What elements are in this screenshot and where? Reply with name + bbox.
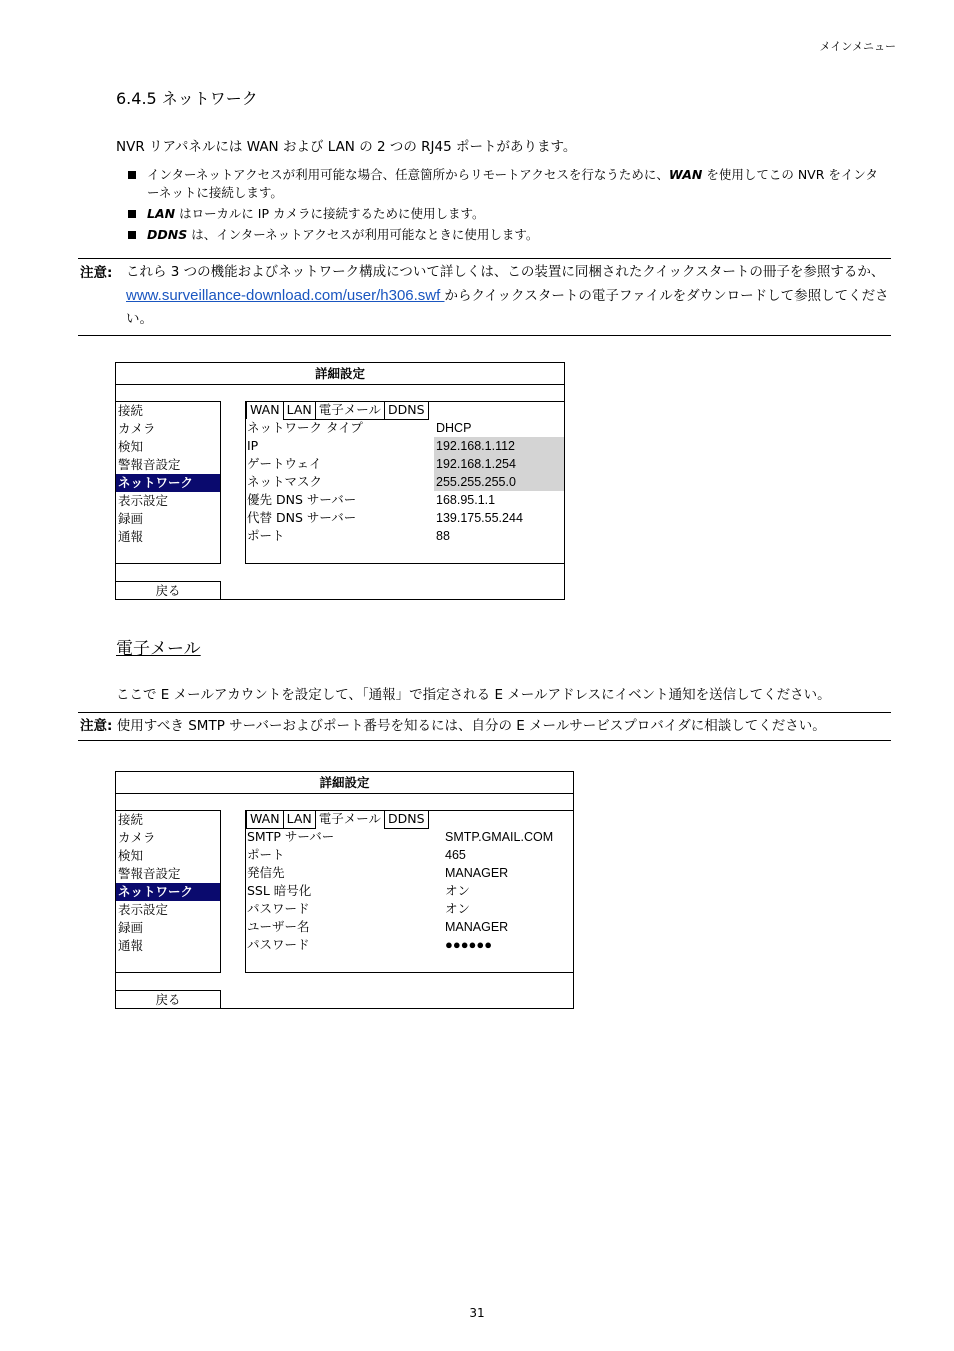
- row-label-ip: IP: [247, 438, 259, 453]
- network-panel: [245, 401, 564, 564]
- row-label-netmask: ネットマスク: [247, 474, 323, 489]
- keyword-lan: LAN: [147, 206, 176, 221]
- row-label-gateway: ゲートウェイ: [247, 456, 322, 471]
- menu-item-notification[interactable]: 通報: [118, 938, 144, 953]
- bullet-square-icon: [128, 210, 136, 218]
- tab-lan[interactable]: LAN: [283, 401, 316, 420]
- row-label-network-type: ネットワーク タイプ: [247, 420, 363, 435]
- menu-item-network[interactable]: ネットワーク: [116, 883, 220, 901]
- value-ssl[interactable]: オン: [445, 884, 471, 898]
- menu-item-record[interactable]: 録画: [118, 511, 144, 526]
- value-port[interactable]: 465: [445, 848, 466, 862]
- advanced-settings-dialog-email: [115, 771, 574, 1009]
- menu-item-detection[interactable]: 検知: [118, 848, 144, 863]
- bullet-square-icon: [128, 231, 136, 239]
- bullet-square-icon: [128, 171, 136, 179]
- menu-item-connection[interactable]: 接続: [118, 403, 144, 418]
- email-panel: [245, 810, 573, 973]
- menu-item-alarm[interactable]: 警報音設定: [118, 457, 181, 472]
- menu-item-connection[interactable]: 接続: [118, 812, 144, 827]
- bullet-lan: LAN はローカルに IP カメラに接続するために使用します。: [128, 205, 890, 223]
- value-ip[interactable]: 192.168.1.112: [434, 437, 564, 455]
- section-title: 6.4.5 ネットワーク: [116, 89, 258, 108]
- dialog-title: 詳細設定: [116, 363, 564, 385]
- tab-bar: [246, 810, 428, 828]
- value-gateway[interactable]: 192.168.1.254: [434, 455, 564, 473]
- value-sender[interactable]: MANAGER: [445, 866, 509, 880]
- tab-bar: [246, 401, 428, 419]
- menu-item-notification[interactable]: 通報: [118, 529, 144, 544]
- row-label-primary-dns: 優先 DNS サーバー: [247, 492, 357, 507]
- row-label-smtp-server: SMTP サーバー: [247, 829, 335, 844]
- value-port[interactable]: 88: [436, 529, 450, 543]
- tab-wan[interactable]: WAN: [246, 810, 284, 829]
- menu-item-display[interactable]: 表示設定: [118, 493, 169, 508]
- value-netmask[interactable]: 255.255.255.0: [434, 473, 564, 491]
- row-label-port: ポート: [247, 528, 285, 543]
- settings-menu: [116, 401, 221, 564]
- note-text: これら 3 つの機能およびネットワーク構成について詳しくは、この装置に同梱されたクイックスタートの冊子を参照するか、www.surveillance-download.com/user/h306.swf からクイックスタートの電子ファイルをダウンロードして参照してください。: [126, 264, 889, 327]
- menu-item-alarm[interactable]: 警報音設定: [118, 866, 181, 881]
- row-label-username: ユーザー名: [247, 919, 310, 934]
- tab-wan[interactable]: WAN: [246, 401, 284, 419]
- note-label: 注意:: [80, 265, 113, 281]
- settings-menu: [116, 810, 221, 973]
- row-label-password-toggle: パスワード: [247, 901, 310, 916]
- tab-email[interactable]: 電子メール: [315, 810, 385, 828]
- value-network-type[interactable]: DHCP: [436, 421, 472, 435]
- bullet-wan: インターネットアクセスが利用可能な場合、任意箇所からリモートアクセスを行なうために、WAN を使用してこの NVR をインターネットに接続します。: [128, 166, 890, 202]
- email-note-text: 使用すべき SMTP サーバーおよびポート番号を知るには、自分の E メールサービスプロバイダに相談してください。: [116, 718, 826, 734]
- note-label: 注意:: [80, 718, 113, 734]
- keyword-wan: WAN: [668, 167, 703, 182]
- advanced-settings-dialog-network: [115, 362, 565, 600]
- tab-lan[interactable]: LAN: [283, 810, 316, 829]
- email-paragraph: ここで E メールアカウントを設定して、「通報」で指定される E メールアドレスにイベント通知を送信してください。: [116, 687, 831, 703]
- value-password[interactable]: ●●●●●●: [445, 937, 493, 952]
- note-box: [78, 258, 891, 336]
- intro-paragraph: NVR リアパネルには WAN および LAN の 2 つの RJ45 ポートがあります。: [116, 139, 577, 155]
- bullet-ddns: DDNS は、インターネットアクセスが利用可能なときに使用します。: [128, 226, 890, 244]
- row-label-password: パスワード: [247, 937, 310, 952]
- menu-item-display[interactable]: 表示設定: [118, 902, 169, 917]
- tab-ddns[interactable]: DDNS: [384, 810, 429, 829]
- row-label-secondary-dns: 代替 DNS サーバー: [247, 510, 357, 525]
- menu-item-camera[interactable]: カメラ: [118, 830, 156, 845]
- row-label-port: ポート: [247, 847, 285, 862]
- value-password-toggle[interactable]: オン: [445, 902, 471, 916]
- tab-email[interactable]: 電子メール: [315, 401, 385, 420]
- value-primary-dns[interactable]: 168.95.1.1: [436, 493, 496, 507]
- back-button[interactable]: 戻る: [116, 581, 221, 599]
- download-link[interactable]: www.surveillance-download.com/user/h306.swf: [126, 287, 445, 304]
- email-heading: 電子メール: [116, 639, 201, 659]
- keyword-ddns: DDNS: [147, 227, 188, 242]
- page-number: 31: [469, 1306, 485, 1320]
- menu-item-detection[interactable]: 検知: [118, 439, 144, 454]
- menu-item-network[interactable]: ネットワーク: [116, 474, 220, 492]
- value-secondary-dns[interactable]: 139.175.55.244: [436, 511, 523, 525]
- back-button[interactable]: 戻る: [116, 990, 221, 1008]
- dialog-title: 詳細設定: [116, 772, 573, 794]
- menu-item-record[interactable]: 録画: [118, 920, 144, 935]
- value-smtp-server[interactable]: SMTP.GMAIL.COM: [445, 830, 554, 844]
- value-username[interactable]: MANAGER: [445, 920, 509, 934]
- running-header: メインメニュー: [819, 40, 896, 53]
- email-note-box: [78, 712, 891, 741]
- row-label-ssl: SSL 暗号化: [247, 883, 312, 898]
- bullet-list: [128, 166, 890, 247]
- menu-item-camera[interactable]: カメラ: [118, 421, 156, 436]
- row-label-sender: 発信先: [247, 865, 285, 880]
- tab-ddns[interactable]: DDNS: [384, 401, 429, 420]
